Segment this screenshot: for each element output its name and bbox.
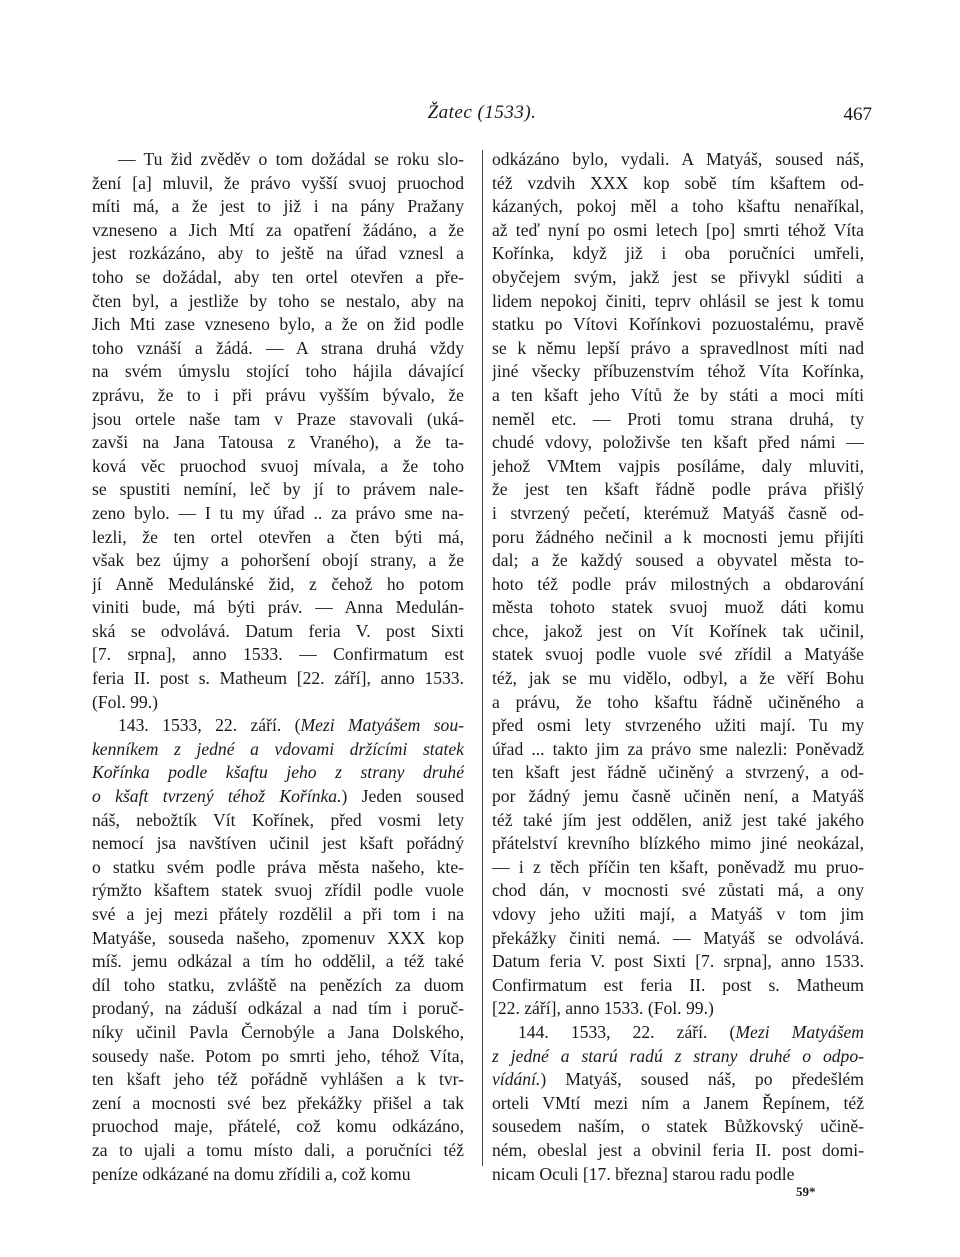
right-column-line: Kořínka, když již i oba poručníci umřeli, (492, 243, 864, 264)
right-column-line: z jedné a starú radú z strany druhé o odpo- (492, 1045, 864, 1066)
right-column-line: 144. 1533, 22. září. (Mezi Matyášem (518, 1021, 864, 1042)
left-column-line: jest rozkázáno, aby to ještě na úřad vznesl a (92, 243, 464, 264)
right-column-line: též vzdvih XXX kop sobě tím kšaftem od- (492, 172, 864, 193)
right-column-line: chudé vdovy, položivše ten kšaft před námi — (492, 432, 864, 453)
right-column-line: [22. září], anno 1533. (Fol. 99.) (492, 998, 714, 1019)
left-column-line: však bez újmy a pohoršení obojí strany, a že (92, 550, 464, 571)
right-column-line: sousedem naším, o statek Bůžkovský učině- (492, 1116, 864, 1137)
left-column-line: čten byl, a jestliže by toho se nestalo, aby na (92, 290, 464, 311)
right-column-line: Confirmatum est feria II. post s. Matheum (492, 974, 864, 995)
right-column-line: jehož VMtem vajpis posíláme, daly mluviti, (492, 455, 864, 476)
running-title: Žatec (1533). (427, 102, 537, 123)
left-column-line: níky učinil Pavla Černobýle a Jana Dolského, (92, 1021, 464, 1042)
left-column-line: ská se odvolává. Datum feria V. post Sixti (92, 620, 464, 641)
left-column-line: lezli, že ten ortel otevřen a čten býti má, (92, 526, 464, 547)
left-column-line: ten kšaft jeho též pořádně vyhlášen a k tvr- (92, 1069, 464, 1090)
right-column (492, 148, 864, 1186)
left-column-line: Jich Mti zase vzneseno bylo, a že on žid podle (92, 314, 464, 335)
right-column-line: úřad ... takto jim za právo sme nalezli: Poněvadž (492, 738, 864, 759)
right-column-line: i stvrzený pečetí, kterémuž Matyáš časně od- (492, 502, 864, 523)
left-column-line: Matyáše, souseda našeho, zpomenuv XXX kop (92, 927, 464, 948)
left-column-line: za to ujali a tomu místo dali, a poručníci též (92, 1139, 464, 1160)
left-column-line: 143. 1533, 22. září. (Mezi Matyášem sou- (118, 715, 464, 736)
right-column-line: ném, obeslal jest a obvinil feria II. post domi- (492, 1139, 864, 1160)
right-column-line: se k němu lepší právo a spravedlnost míti nad (492, 337, 864, 358)
left-column-line: rýmžto kšaftem statek svuoj zřídil podle vuole (92, 880, 464, 901)
right-column-line: přátelství krevního blízkého mimo jiné neokázal, (492, 833, 864, 854)
right-column-line: vídání.) Matyáš, soused náš, po předešlém (492, 1069, 864, 1090)
column-divider (482, 150, 483, 1166)
right-column-line: statku po Vítovi Kořínkovi pozuostalému, pravě (492, 314, 864, 335)
right-column-line: vdovy jeho užiti mají, a Matyáš v tom jim (492, 904, 864, 924)
right-column-line: a právu, že toho kšaftu řádně učiněného a (492, 691, 864, 712)
left-column-line: se spustiti nemíní, leč by jí to právem nale- (92, 479, 464, 500)
left-column-line: vzneseno a Jich Mtí za opatření žádáno, a že (92, 219, 464, 240)
left-column-line: Kořínka podle kšaftu jeho z strany druhé (92, 762, 464, 783)
left-column-line: feria II. post s. Matheum [22. září], anno 1533. (92, 668, 464, 689)
left-column-line: peníze odkázané na domu zřídili a, což komu (92, 1163, 411, 1184)
left-column (92, 148, 464, 1186)
right-column-line: nicam Oculi [17. března] starou radu podle (492, 1163, 795, 1184)
right-column-line: por žádný jemu časně učiněn není, a Matyáš (492, 786, 864, 807)
right-column-line: též, jak se mu vidělo, odbyl, a že věří Bohu (492, 668, 864, 689)
left-column-line: své a jej mezi přátely rozdělil a při tom i na (92, 904, 464, 924)
right-column-line: až teď nyní po osmi letech [po] smrti téhož Víta (492, 219, 864, 240)
right-column-line: dal; a že každý soused a obyvatel města to- (492, 550, 864, 571)
right-column-line: překážky činiti nemá. — Matyáš se odvolává. (492, 927, 864, 948)
left-column-line: jsou ortele naše tam v Praze stavovali (uká- (92, 408, 464, 429)
right-column-line: obyčejem svým, jakž jest se přivykl súditi a (492, 266, 864, 287)
left-column-line: o kšaft tvrzený téhož Kořínka.) Jeden soused (92, 786, 464, 807)
right-column-line: ten kšaft jest řádně učiněný a stvrzený, a od- (492, 762, 864, 783)
right-column-line: jiné všecky příbuzenstvím téhož Víta Kořínka, (492, 361, 864, 382)
left-column-line: zení a mocnosti své bez překážky přišel a tak (92, 1092, 464, 1113)
left-column-line: ková věc pruochod svuoj mívala, a že toho (92, 455, 464, 476)
page-number: 467 (843, 104, 872, 125)
left-column-line: pruochod maje, přátelé, což komu odkázáno, (92, 1116, 464, 1137)
left-column-line: jí Anně Medulánské žid, z čehož ho potom (92, 573, 464, 594)
left-column-line: o statku svém podle práva města našeho, kte- (92, 856, 464, 877)
left-column-line: míti má, a že jest to již i na pány Pražany (92, 196, 464, 217)
right-column-line: lidem nepokoj činiti, teprv ohlásil se jest k tomu (492, 290, 864, 311)
right-column-line: před osmi lety stvrzeného užiti mají. Tu my (492, 715, 864, 736)
right-column-line: a ten kšaft jeho Vítů že by státi a moci míti (492, 384, 864, 405)
left-column-line: toho vznáší a žádá. — A strana druhá vždy (92, 337, 464, 358)
left-column-line: toho se dožádal, aby ten ortel otevřen a pře- (92, 266, 464, 287)
right-column-line: že jest ten kšaft řádně podle práva přišlý (492, 479, 864, 500)
right-column-line: odkázáno bylo, vydali. A Matyáš, soused náš, (492, 149, 864, 169)
left-column-line: sousedy naše. Potom po smrti jeho, téhož Víta, (92, 1045, 464, 1066)
left-column-line: míš. jemu odkázal a tím ho oddělil, a též také (92, 951, 464, 972)
right-column-line: neměl etc. — Proti tomu strana druhá, ty (492, 408, 864, 429)
left-column-line: na svém úmyslu stojící toho hájila dávající (92, 361, 464, 382)
left-column-line: nemocí jsa navštíven učinil jest kšaft pořádný (92, 833, 464, 854)
right-column-line: hoto též podle práv milostných a obdarování (492, 573, 864, 594)
left-column-line: žení [a] mluvil, že právo vyšší svuoj pruochod (92, 172, 464, 193)
right-column-line: chce, jakož jest on Vít Kořínek tak učinil, (492, 620, 864, 641)
left-column-line: (Fol. 99.) (92, 691, 158, 712)
left-column-line: viniti bude, má býti práv. — Anna Medulán- (92, 597, 464, 618)
right-column-line: — i z těch příčin ten kšaft, poněvadž mu pruo- (492, 856, 864, 877)
right-column-line: Datum feria V. post Sixti [7. srpna], anno 1533. (492, 951, 864, 972)
left-column-line: kenníkem z jedné a vdovami držícími statek (92, 738, 464, 759)
right-column-line: orteli VMtí mezi ním a Janem Řepínem, též (492, 1092, 864, 1113)
right-column-line: města tohoto statek svuoj muož dáti komu (492, 597, 864, 618)
left-column-line: prodaný, na záduší odkázal a nad tím i poruč- (92, 998, 464, 1019)
left-column-line: díl toho statku, zvláště na penězích za duom (92, 974, 464, 995)
right-column-line: poru žádného nečinil a k mocnosti jemu přijíti (492, 526, 864, 547)
right-column-line: chod dán, v mocnosti své zůstati má, a ony (492, 880, 864, 901)
right-column-line: statek svuoj podle vuole své zřídil a Matyáše (492, 644, 864, 665)
right-column-line: též také jím jest oddělen, aniž jest také jakého (492, 809, 864, 830)
left-column-line: zeno bylo. — I tu my úřad .. za právo sme na- (92, 502, 464, 523)
left-column-line: zavši na Jana Tatousa z Vraného), a že ta- (92, 432, 464, 453)
right-column-line: kázaných, pokoj měl a toho kšaftu nenaříkal, (492, 196, 864, 217)
left-column-line: — Tu žid zvěděv o tom dožádal se roku slo- (118, 149, 464, 169)
left-column-line: náš, nebožtík Vít Kořínek, před vosmi lety (92, 809, 464, 830)
left-column-line: [7. srpna], anno 1533. — Confirmatum est (92, 644, 464, 665)
signature-mark: 59* (796, 1184, 816, 1199)
left-column-line: zprávu, že to i při právu vyšším bývalo, že (92, 384, 464, 405)
page-header (92, 102, 872, 132)
